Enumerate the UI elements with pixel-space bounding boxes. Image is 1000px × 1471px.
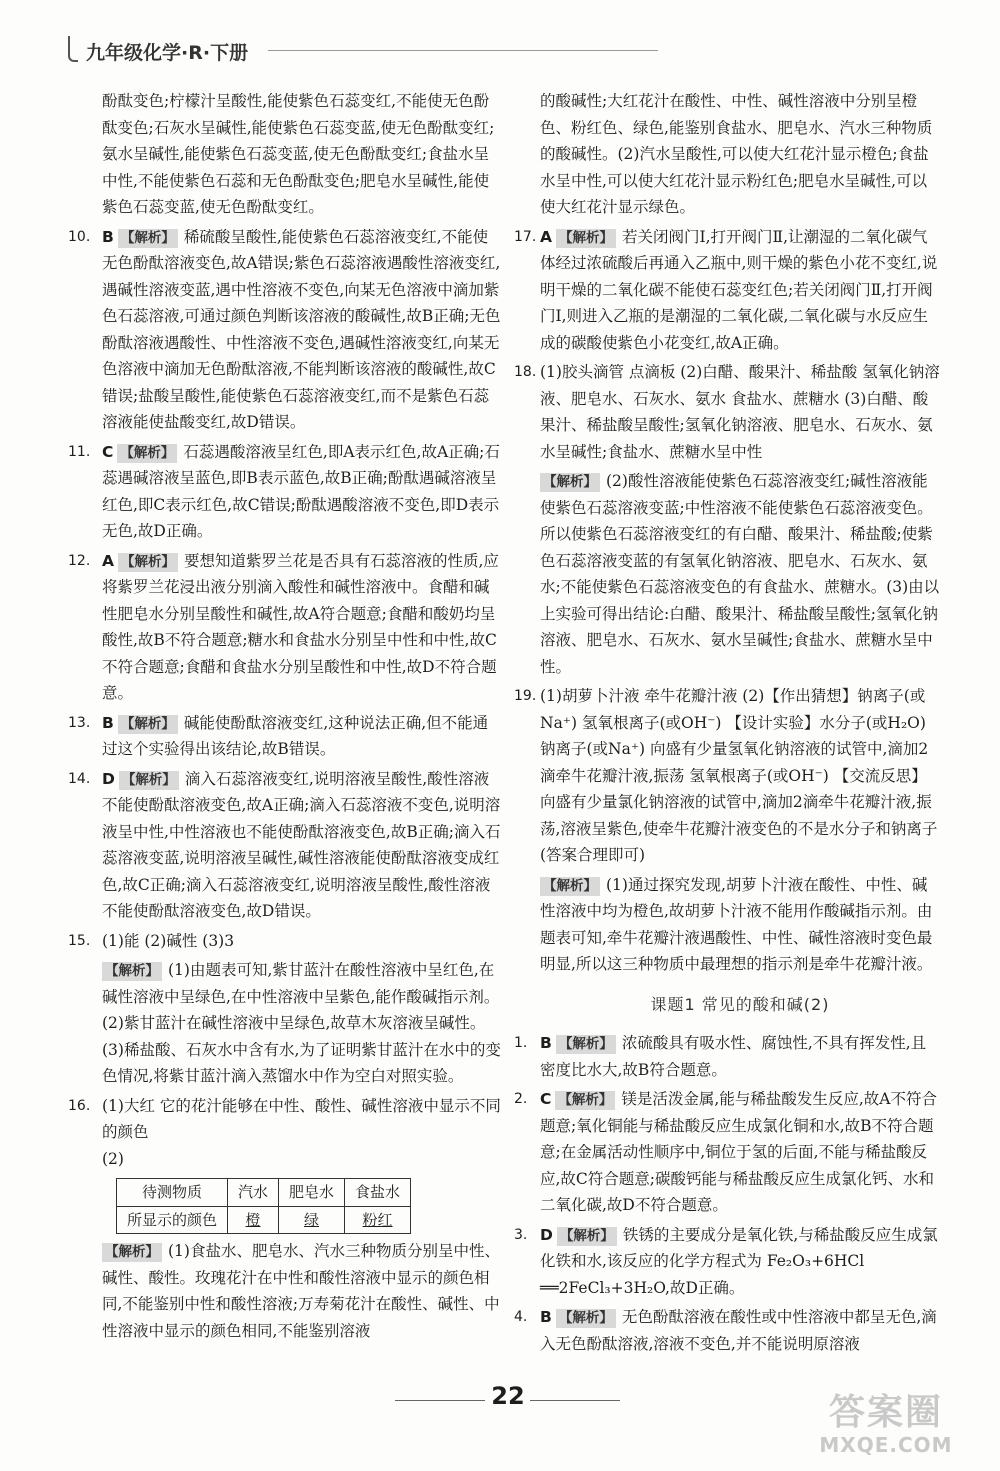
- color-table: [116, 1178, 411, 1234]
- answer-letter: B: [102, 227, 114, 246]
- table-row-label: 所显示的颜色: [117, 1206, 228, 1234]
- answer-letter: D: [102, 769, 115, 788]
- analysis-tag: 【解析】: [555, 1091, 615, 1110]
- analysis-tag: 【解析】: [118, 229, 178, 248]
- question-text: 碱能使酚酞溶液变红,这种说法正确,但不能通过这个实验得出该结论,故B错误。: [102, 713, 489, 758]
- q19-analysis-text: (1)通过探究发现,胡萝卜汁液在酸性、中性、碱性溶液中均为橙色,故胡萝卜汁液不能用作酸碱指示剂。由题表可知,牵牛花瓣汁液遇酸性、中性、碱性溶液时变色最明显,所以这三种物质中最理想的指示剂是牵牛花瓣汁液。: [540, 875, 933, 973]
- question-number: 16.: [68, 1097, 91, 1114]
- question-item: [514, 1086, 940, 1219]
- question-text: 滴入石蕊溶液变红,说明溶液呈酸性,酸性溶液不能使酚酞溶液变色,故A正确;滴入石蕊溶液不变色,说明溶液呈中性,中性溶液也不能使酚酞溶液变色,故B正确;滴入石蕊溶液变蓝,说明溶液呈碱性,碱性溶液能使酚酞溶液变成红色,故C正确;滴入石蕊溶液变红,说明溶液呈酸性,酸性溶液不能使酚酞溶液变色,故D错误。: [102, 769, 501, 920]
- question-number: 10.: [68, 228, 91, 245]
- question-number: 13.: [68, 714, 91, 731]
- analysis-tag: 【解析】: [556, 1309, 616, 1328]
- q18-analysis: [540, 468, 940, 680]
- left-intro: 酚酞变色;柠檬汁呈酸性,能使紫色石蕊变红,不能使无色酚酞变色;石灰水呈碱性,能使紫色石蕊变蓝,使无色酚酞变红;氨水呈碱性,能使紫色石蕊变蓝,使无色酚酞变红;食盐水呈中性,不能使紫色石蕊和无色酚酞变色;肥皂水呈碱性,能使紫色石蕊变蓝,使无色酚酞变红。: [102, 92, 495, 216]
- question-number: 11.: [68, 443, 91, 460]
- analysis-tag: 【解析】: [556, 229, 616, 248]
- watermark-text: 答案圈: [828, 1392, 943, 1433]
- question-18: [514, 359, 940, 465]
- table-cell: 橙: [228, 1206, 279, 1234]
- question-item: [68, 766, 502, 925]
- question-text: 要想知道紫罗兰花是否具有石蕊溶液的性质,应将紫罗兰花浸出液分别滴入酸性和碱性溶液中。食醋和碱性肥皂水分别呈酸性和碱性,故A符合题意;食醋和酸奶均呈酸性,故B不符合题意;糖水和食盐水分别呈中性和中性,故C不符合题意;食醋和食盐水分别呈酸性和中性,故D不符合题意。: [102, 551, 499, 702]
- question-text: 无色酚酞溶液在酸性或中性溶液中都呈无色,滴入无色酚酞溶液,溶液不变色,并不能说明原溶液: [540, 1308, 937, 1353]
- question-item: [68, 548, 502, 707]
- analysis-tag: 【解析】: [556, 1035, 616, 1054]
- answer-letter: B: [540, 1034, 552, 1052]
- q19-answer: (1)胡萝卜汁液 牵牛花瓣汁液 (2)【作出猜想】钠离子(或Na⁺) 氢氧根离子(或OH⁻) 【设计实验】水分子(或H₂O) 钠离子(或Na⁺) 向盛有少量氢氧化钠溶液的试管中,滴加2滴牵牛花瓣汁液,振荡 氢氧根离子(或OH⁻) 【交流反思】向盛有少量氯化钠溶液的试管中,滴加2滴牵牛花瓣汁液,振荡,溶液呈紫色,使牵牛花瓣汁液变色的不是水分子和钠离子(答案合理即可): [540, 687, 938, 864]
- table-cell: 粉红: [345, 1206, 411, 1234]
- analysis-tag: 【解析】: [118, 715, 178, 734]
- question-number: 19.: [514, 688, 537, 704]
- table-header-cell: 汽水: [228, 1179, 279, 1207]
- question-16: [68, 1093, 502, 1173]
- question-text: 镁是活泼金属,能与稀盐酸发生反应,故A不符合题意;氧化铜能与稀盐酸反应生成氯化铜和水,故B不符合题意;在金属活动性顺序中,铜位于氢的后面,不能与稀盐酸反应,故C符合题意;碳酸钙能与稀盐酸反应生成氯化钙、水和二氧化碳,故D不符合题意。: [540, 1090, 937, 1214]
- answer-letter: B: [540, 1308, 552, 1326]
- question-17: [514, 224, 940, 357]
- question-text: 石蕊遇酸溶液呈红色,即A表示红色,故A正确;石蕊遇碱溶液呈蓝色,即B表示蓝色,故B正确;酚酞遇碱溶液呈红色,即C表示红色,故C错误;酚酞遇酸溶液不变色,即D表示无色,故D正确。: [102, 442, 500, 540]
- answer-letter: C: [540, 1090, 552, 1108]
- question-number: 14.: [68, 770, 91, 787]
- question-number: 18.: [514, 364, 537, 380]
- answer-letter: D: [540, 1225, 553, 1244]
- question-number: 4.: [514, 1309, 528, 1325]
- q15-analysis-text: (1)由题表可知,紫甘蓝汁在酸性溶液中呈红色,在碱性溶液中呈绿色,在中性溶液中呈紫色,能作酸碱指示剂。(2)紫甘蓝汁在碱性溶液中呈绿色,故草木灰溶液呈碱性。(3)稀盐酸、石灰水中含有水,为了证明紫甘蓝汁在水中的变色情况,将紫甘蓝汁滴入蒸馏水中作为空白对照实验。: [102, 961, 501, 1085]
- table-row: [117, 1206, 411, 1234]
- question-item: [68, 224, 502, 436]
- question-number: 15.: [68, 932, 91, 949]
- question-number: 1.: [514, 1035, 528, 1051]
- header-rule: [268, 50, 658, 51]
- question-item: [514, 1222, 940, 1302]
- question-number: 17.: [514, 228, 537, 245]
- analysis-tag: 【解析】: [102, 962, 162, 981]
- table-header-cell: 食盐水: [345, 1179, 411, 1207]
- page-number: 22: [491, 1382, 525, 1410]
- q18-analysis-text: (2)酸性溶液能使紫色石蕊溶液变红;碱性溶液能使紫色石蕊溶液变蓝;中性溶液不能使紫色石蕊溶液变色。所以使紫色石蕊溶液变红的有白醋、酸果汁、稀盐酸;使紫色石蕊溶液变蓝的有氢氧化钠溶液、肥皂水、石灰水、氨水;不能使紫色石蕊溶液变色的有食盐水、蔗糖水。(3)由以上实验可得出结论:白醋、酸果汁、稀盐酸呈酸性;氢氧化钠溶液、肥皂水、石灰水、氨水呈碱性;食盐水、蔗糖水呈中性。: [540, 472, 940, 676]
- right-column: [514, 88, 940, 1360]
- section-title: 课题1 常见的酸和碱(2): [650, 994, 830, 1014]
- answer-letter: A: [540, 227, 552, 246]
- analysis-tag: 【解析】: [117, 444, 177, 463]
- question-item: [68, 439, 502, 545]
- question-item: [68, 928, 502, 955]
- answer-letter: A: [102, 551, 114, 570]
- q16-sub: (2): [102, 1149, 124, 1168]
- analysis-tag: 【解析】: [557, 1227, 617, 1246]
- right-intro: 的酸碱性;大红花汁在酸性、中性、碱性溶液中分别呈橙色、粉红色、绿色,能鉴别食盐水、肥皂水、汽水三种物质的酸碱性。(2)汽水呈酸性,可以使大红花汁显示橙色;食盐水呈中性,可以使大红花汁显示粉红色;肥皂水呈碱性,可以使大红花汁显示绿色。: [540, 92, 933, 216]
- watermark-url: MXQE.COM: [819, 1433, 953, 1457]
- table-header-cell: 肥皂水: [279, 1179, 345, 1207]
- page-header: [68, 30, 658, 70]
- q16-answer: (1)大红 它的花汁能够在中性、酸性、碱性溶液中显示不同的颜色: [102, 1096, 501, 1141]
- question-text: 铁锈的主要成分是氧化铁,与稀盐酸反应生成氯化铁和水,该反应的化学方程式为 Fe₂O₃+6HCl ══2FeCl₃+3H₂O,故D正确。: [540, 1225, 938, 1297]
- question-item: [514, 1304, 940, 1357]
- answer-letter: C: [102, 442, 114, 461]
- question-text: (1)能 (2)碱性 (3)3: [102, 931, 235, 950]
- analysis-tag: 【解析】: [540, 473, 600, 492]
- table-header-cell: 待测物质: [117, 1179, 228, 1207]
- table-cell: 绿: [279, 1206, 345, 1234]
- analysis-tag: 【解析】: [540, 877, 600, 896]
- q19-analysis: [540, 872, 940, 978]
- question-number: 2.: [514, 1091, 528, 1107]
- footer-rule-left: [395, 1400, 485, 1401]
- footer-rule-right: [530, 1400, 620, 1401]
- right-items: [514, 1030, 940, 1357]
- header-title: 九年级化学·R·下册: [86, 42, 249, 64]
- q15-analysis: [102, 957, 502, 1090]
- question-19: [514, 683, 940, 869]
- analysis-tag: 【解析】: [119, 771, 179, 790]
- analysis-tag: 【解析】: [102, 1243, 162, 1262]
- question-number: 3.: [514, 1226, 528, 1243]
- q18-answer: (1)胶头滴管 点滴板 (2)白醋、酸果汁、稀盐酸 氢氧化钠溶液、肥皂水、石灰水、氨水 食盐水、蔗糖水 (3)白醋、酸果汁、稀盐酸呈酸性;氢氧化钠溶液、肥皂水、石灰水、氨水呈碱性;食盐水、蔗糖水呈中性: [540, 363, 940, 461]
- left-items: [68, 224, 502, 955]
- answer-letter: B: [102, 713, 114, 732]
- header-bracket: [68, 36, 78, 62]
- question-text: 浓硫酸具有吸水性、腐蚀性,不具有挥发性,且密度比水大,故B符合题意。: [540, 1034, 927, 1079]
- q16-analysis: [102, 1238, 502, 1344]
- table-header-row: [117, 1179, 411, 1207]
- question-number: 12.: [68, 552, 91, 569]
- watermark-logo: [786, 1393, 986, 1463]
- left-column: [68, 88, 502, 1347]
- question-item: [68, 710, 502, 763]
- analysis-tag: 【解析】: [118, 553, 178, 572]
- question-text: 稀硫酸呈酸性,能使紫色石蕊溶液变红,不能使无色酚酞溶液变色,故A错误;紫色石蕊溶液遇酸性溶液变红,遇碱性溶液变蓝,遇中性溶液不变色,向某无色溶液中滴加紫色石蕊溶液,可通过颜色判断该溶液的酸碱性,故B正确;无色酚酞溶液遇酸性、中性溶液不变色,遇碱性溶液变红,向某无色溶液中滴加无色酚酞溶液,不能判断该溶液的酸碱性,故C错误;盐酸呈酸性,能使紫色石蕊溶液变红,而不是紫色石蕊溶液能使盐酸变红,故D错误。: [102, 227, 501, 431]
- q17-text: 若关闭阀门Ⅰ,打开阀门Ⅱ,让潮湿的二氧化碳气体经过浓硫酸后再通入乙瓶中,则干燥的紫色小花不变红,说明干燥的二氧化碳不能使石蕊变红色;若关闭阀门Ⅱ,打开阀门Ⅰ,则进入乙瓶的是潮湿的二氧化碳,二氧化碳与水反应生成的碳酸使紫色小花变红,故A正确。: [540, 227, 938, 352]
- q16-analysis-text: (1)食盐水、肥皂水、汽水三种物质分别呈中性、碱性、酸性。玫瑰花汁在中性和酸性溶液中显示的颜色相同,不能鉴别中性和酸性溶液;万寿菊花汁在酸性、碱性、中性溶液中显示的颜色相同,不能鉴别溶液: [102, 1242, 500, 1340]
- question-item: [514, 1030, 940, 1083]
